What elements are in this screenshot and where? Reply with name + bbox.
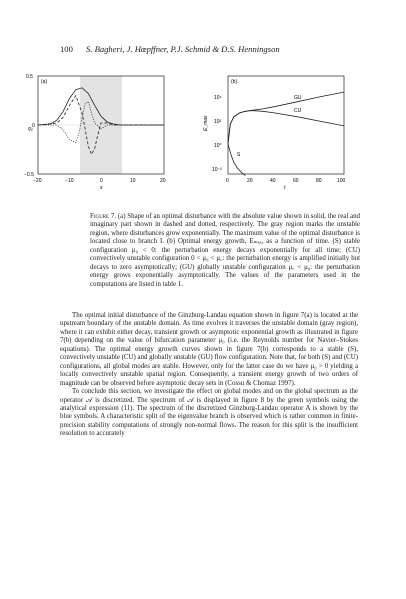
panel-b-ytick-1: 10²: [214, 119, 222, 125]
caption-text: (a) Shape of an optimal disturbance with the absolute value shown in solid, the real and imaginary part shown in dashed and dotted, respectively. The gray region marks the unstable region, where disturbances grow exponentially. The maximum value of the optimal disturbance is located close to branch I. (b) Optimal energy growth, Eₘₐₓ, as a function of time. (S) stable configuration μ₀ < 0: the perturbation energy decays exponentially for all time; (CU) convectively unstable configuration 0 < μ₀ < μ꜀: the perturbation energy is amplified initially but decays to zero asymptotically; (GU) globally unstable configuration μ꜀ < μ₀: the perturbation energy grows exponentially asymptotically. The values of the parameters used in the computations are listed in table 1.: [90, 213, 360, 288]
paragraph-1: The optimal initial disturbance of the Ginzburg-Landau equation shown in figure 7(a) is located at the upstream boundary of the unstable domain. As time evolves it traverses the unstable domain (gray region), where it can exhibit either decay, transient growth or asymptotic exponential growth as illustrated in figure 7(b) depending on the value of bifurcation parameter μ₀ (i.e. the Reynolds number for Navier–Stokes equations). The optimal energy growth curves shown in figure 7(b) corresponds to a stable (S), convectively unstable (CU) and globally unstable (GU) flow configuration. Note that, for both (S) and (CU) configurations, all global modes are stable. However, only for the latter case do we have μ₀ > 0 yielding a locally convectively unstable spatial region. Consequently, a transient energy growth of two orders of magnitude can be observed before asymptotic decay sets in (Cossu & Chomaz 1997).: [60, 312, 358, 387]
panel-b-xtick-0: 0: [226, 178, 229, 184]
panel-b-ylabel: E_max: [203, 115, 209, 131]
series-line-GU: [228, 92, 344, 144]
running-authors: S. Bagheri, J. Hœpffner, P.J. Schmid & D.S. Henningson: [86, 44, 280, 54]
page-number: 100: [60, 44, 73, 54]
panel-a-ylabel: q₀: [28, 126, 33, 132]
label-cu: CU: [294, 108, 302, 114]
panel-a-xtick-2: 0: [100, 178, 103, 184]
figure-7: [26, 72, 356, 204]
panel-b-xtick-3: 60: [293, 178, 299, 184]
panel-b-xtick-1: 20: [247, 178, 253, 184]
panel-a-ytick-top: 0.5: [26, 74, 33, 80]
panel-a-xlabel: x: [100, 185, 103, 191]
panel-a: [24, 74, 166, 191]
caption-label: Figure 7.: [90, 213, 117, 220]
series-line-CU: [228, 111, 344, 144]
panel-a-xtick-0: −20: [33, 178, 42, 184]
panel-b-tag: (b): [231, 79, 238, 85]
series-line-S: [228, 144, 245, 176]
panel-a-xtick-4: 20: [160, 178, 166, 184]
panel-a-xtick-1: −10: [65, 178, 74, 184]
panel-a-ytick-mid: 0: [32, 123, 35, 129]
panel-b-xtick-4: 80: [316, 178, 322, 184]
label-gu: GU: [294, 95, 302, 101]
panel-b-xtick-2: 40: [270, 178, 276, 184]
panel-b-frame: [228, 76, 344, 174]
figure-caption: [90, 213, 360, 289]
label-s: S: [237, 152, 241, 158]
panel-b-ytick-2: 10⁰: [214, 143, 222, 149]
panel-b-ytick-3: 10⁻²: [212, 167, 222, 173]
panel-a-ytick-bottom: −0.5: [24, 172, 34, 178]
panel-a-xtick-3: 10: [130, 178, 136, 184]
panel-b: [203, 76, 346, 191]
panel-b-xlabel: t: [284, 185, 286, 191]
paragraph-2: To conclude this section, we investigate the effect on global modes and on the global spectrum as the operator 𝒜 is discretized. The spectrum of 𝒜 is displayed in figure 8 by the green symbols using the analytical expression (11). The spectrum of the discretized Ginzburg-Landau operator A is shown by the blue symbols. A characteristic split of the eigenvalue branch is observed which is rather common in finite-precision stability computations of strongly non-normal flows. The reason for this split is the insufficient resolution to accurately: [60, 388, 358, 438]
body-text: [60, 312, 358, 439]
panel-b-xtick-5: 100: [337, 178, 346, 184]
panel-a-tag: (a): [41, 79, 48, 85]
panel-b-ytick-0: 10⁴: [214, 95, 222, 101]
